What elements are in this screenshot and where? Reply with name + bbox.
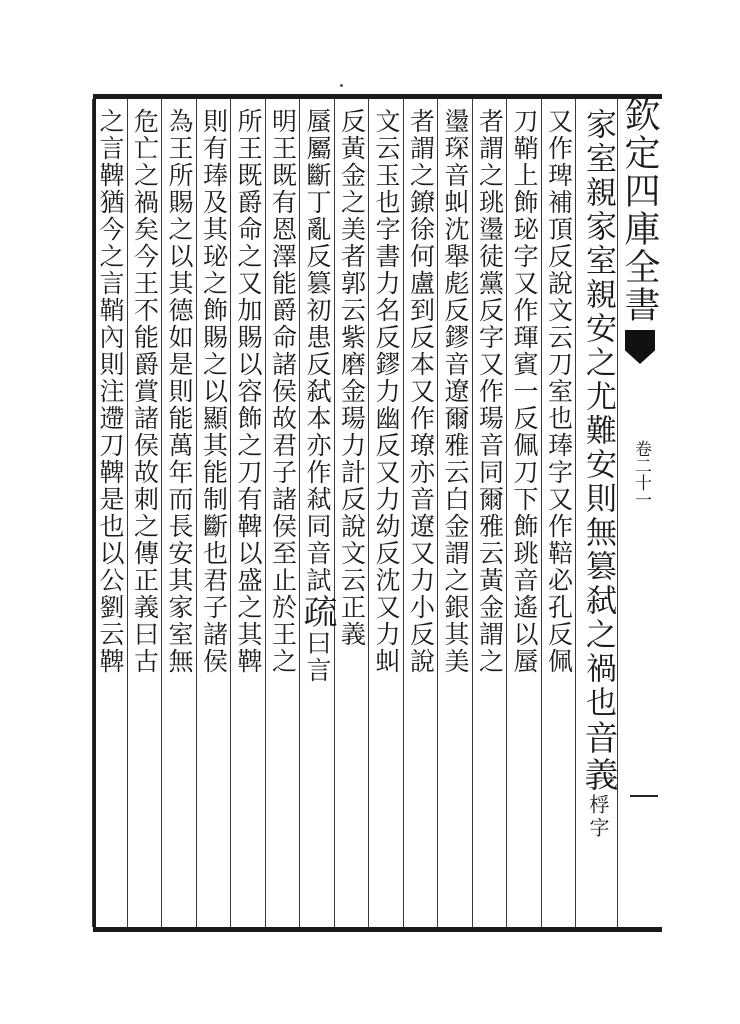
text-column <box>297 108 337 908</box>
column-rule <box>334 99 335 927</box>
text-column <box>405 108 437 908</box>
column-rule <box>541 99 542 927</box>
column-rule <box>437 99 438 927</box>
text-column <box>578 108 618 908</box>
text-segment: 音義 <box>578 720 618 794</box>
text-segment: 疏 <box>297 594 337 630</box>
text-segment: 所王既爵命之又加賜以容飾之刀有鞞以盛之其鞞 <box>234 108 263 675</box>
text-column <box>439 108 471 908</box>
text-segment: 刀鞘上飾珌字又作琿賓一反佩刀下飾珧音遙以蜃 <box>510 108 539 675</box>
text-segment: 蜃屬斷丁亂反篡初患反弑本亦作弒同音試 <box>303 108 332 594</box>
text-segment: 又作琕補頂反說文云刀室也琫字又作鞛必孔反佩 <box>544 108 574 675</box>
column-rule <box>127 99 128 927</box>
margin-title: 欽定四庫全書 <box>619 96 660 324</box>
text-column <box>474 108 506 908</box>
text-segment: 桴字 <box>586 794 610 840</box>
column-rule <box>196 99 197 927</box>
text-segment: 璗琛音虯沈舉彪反鏐音遼爾雅云白金謂之銀其美 <box>441 108 470 675</box>
text-segment: 曰言 <box>303 630 332 684</box>
text-column <box>336 108 368 908</box>
column-rule <box>575 99 576 927</box>
text-segment: 危亡之禍矣今王不能爵賞諸侯故刺之傳正義曰古 <box>130 108 160 675</box>
column-rule <box>403 99 404 927</box>
column-rule <box>368 99 369 927</box>
text-column <box>163 108 195 908</box>
text-column <box>94 108 126 908</box>
text-column <box>129 108 161 908</box>
volume-label: 卷二十一 <box>631 440 651 508</box>
column-rule <box>299 99 300 927</box>
text-column <box>370 108 402 908</box>
column-rule <box>472 99 473 927</box>
text-column <box>543 108 575 908</box>
text-column <box>232 108 264 908</box>
column-rule <box>92 99 93 927</box>
text-segment: 者謂之鐐徐何盧到反本又作璙亦音遼又力小反說 <box>406 108 436 675</box>
text-segment: 者謂之珧璗徒黨反字又作瑒音同爾雅云黃金謂之 <box>475 108 505 675</box>
text-column <box>198 108 230 908</box>
column-rule <box>230 99 231 927</box>
text-column <box>267 108 299 908</box>
text-segment: 明王既有恩澤能爵命諸侯故君子諸侯至止於王之 <box>268 108 298 675</box>
text-column <box>508 108 540 908</box>
margin-tick <box>630 795 658 797</box>
column-rule <box>506 99 507 927</box>
text-segment: 正義 <box>337 594 367 648</box>
text-segment: 之言鞞猶今之言鞘內則注遰刀鞞是也以公劉云鞞 <box>96 108 125 675</box>
column-rule <box>161 99 162 927</box>
ink-dot <box>340 84 343 87</box>
column-rule <box>265 99 266 927</box>
text-segment: 反黃金之美者郭云紫磨金瑒力計反說文云 <box>337 108 367 594</box>
text-segment: 為王所賜之以其德如是則能萬年而長安其家室無 <box>165 108 194 675</box>
text-segment: 文云玉也字書力名反鏐力幽反又力幼反沈又力虯 <box>372 108 401 675</box>
text-segment: 則有琫及其珌之飾賜之以顯其能制斷也君子諸侯 <box>199 108 229 675</box>
text-segment: 家室親家室親安之尤難安則無篡弑之禍也 <box>580 108 616 720</box>
